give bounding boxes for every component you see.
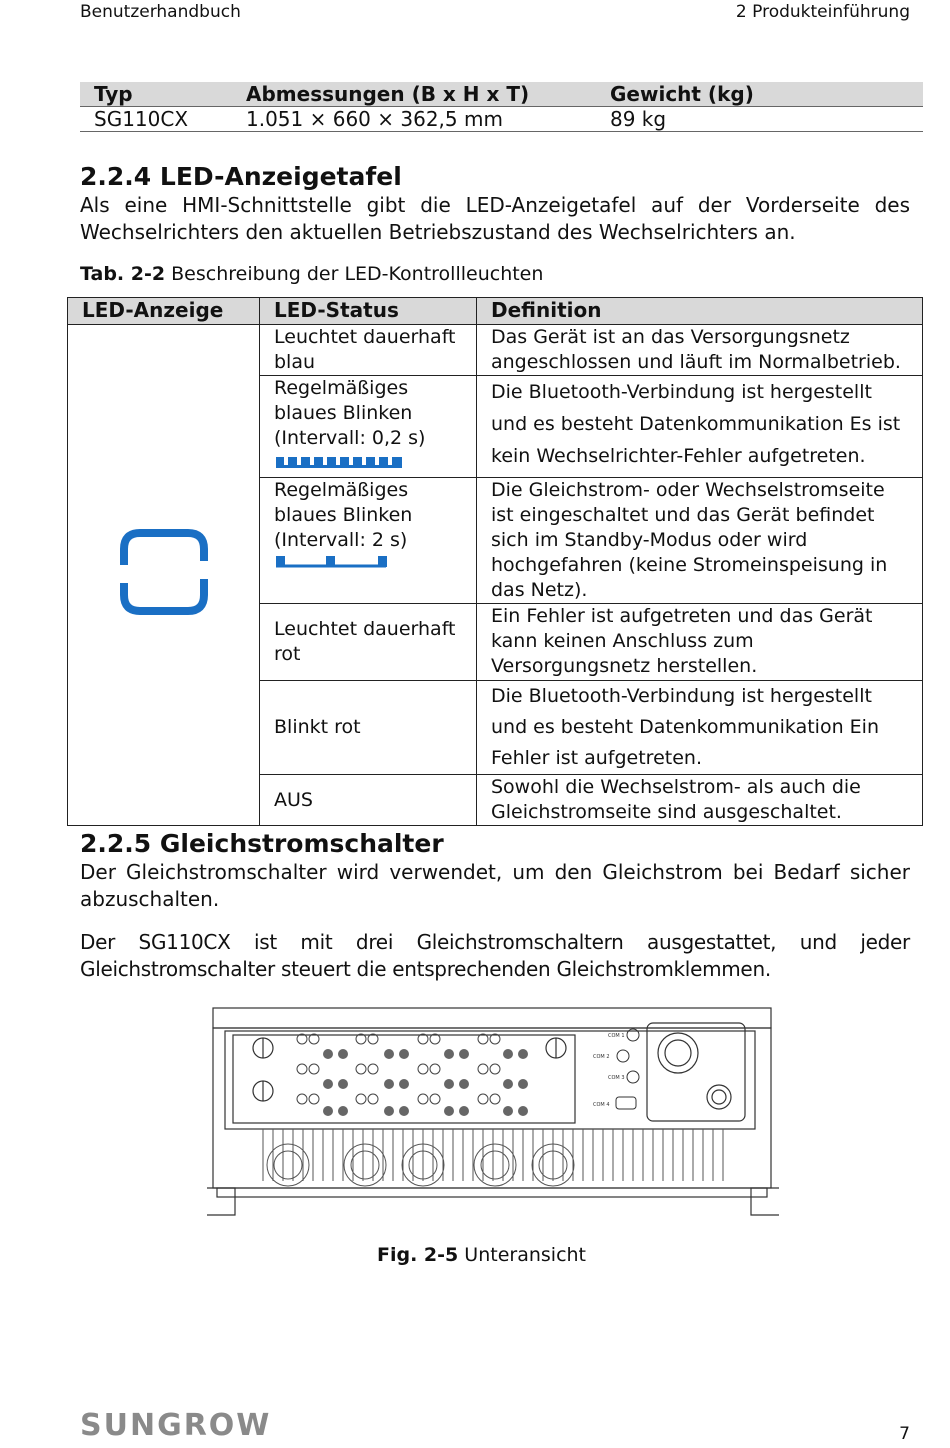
spec-header-dimensions: Abmessungen (B x H x T): [246, 82, 530, 106]
fast-blink-pattern-icon: [274, 453, 404, 469]
figure-caption-text: Unteransicht: [458, 1244, 587, 1266]
spec-header-weight: Gewicht (kg): [610, 82, 754, 106]
section-dc-text-1: Der Gleichstromschalter wird verwendet, um den Gleichstrom bei Bedarf sicher abzuschalten.: [80, 860, 910, 911]
led-definition-5: Sowohl die Wechselstrom- als auch die Gleichstromseite sind ausgeschaltet.: [477, 775, 923, 826]
led-status-4: Blinkt rot: [260, 681, 477, 775]
spec-table: [80, 82, 923, 132]
figure-caption-label: Fig. 2-5: [377, 1244, 459, 1266]
com4-label: COM 4: [593, 1102, 610, 1108]
table-caption: [80, 263, 543, 285]
led-header-status: LED-Status: [260, 298, 477, 325]
table-caption-text: Beschreibung der LED-Kontrollleuchten: [165, 263, 544, 285]
spec-cell-dimensions: 1.051 × 660 × 362,5 mm: [246, 107, 503, 131]
com3-label: COM 3: [608, 1075, 625, 1081]
page-number: 7: [899, 1424, 910, 1444]
led-status-1: Regelmäßiges blaues Blinken (Intervall: 0,2 s): [274, 377, 426, 449]
com2-label: COM 2: [593, 1054, 610, 1060]
led-status-cell-2: [260, 478, 477, 604]
com1-label: COM 1: [608, 1033, 625, 1039]
led-table-header: [68, 298, 923, 325]
spec-header-type: Typ: [94, 82, 133, 106]
led-status-5: AUS: [260, 775, 477, 826]
spec-table-row: [80, 107, 923, 132]
led-status-cell-1: [260, 376, 477, 478]
slow-blink-pattern-icon: [274, 553, 390, 569]
led-table: [67, 297, 923, 826]
table-row: [68, 325, 923, 376]
led-indicator-icon: [116, 525, 212, 619]
figure-caption: [377, 1244, 586, 1266]
section-led-text: Als eine HMI-Schnittstelle gibt die LED-Anzeigetafel auf der Vorderseite des Wechselrichters den aktuellen Betriebszustand des Wechselrichters an.: [80, 193, 910, 244]
spec-cell-weight: 89 kg: [610, 107, 667, 131]
led-header-definition: Definition: [477, 298, 923, 325]
inverter-bottom-view-figure: [203, 1005, 783, 1220]
sungrow-logo: SUNGROW: [80, 1408, 272, 1443]
led-icon-cell: [68, 325, 260, 826]
running-header-right: 2 Produkteinführung: [735, 2, 910, 22]
led-definition-1: Die Bluetooth-Verbindung ist hergestellt und es besteht Datenkommunikation Es ist kein Wechselrichter-Fehler aufgetreten.: [477, 376, 923, 478]
section-heading-dc-switch: 2.2.5 Gleichstromschalter: [80, 829, 444, 858]
section-dc-text-2: Der SG110CX ist mit drei Gleichstromschaltern ausgestattet, und jeder Gleichstromschalter steuert die entsprechenden Gleichstromklemmen.: [80, 930, 910, 981]
led-definition-4: Die Bluetooth-Verbindung ist hergestellt und es besteht Datenkommunikation Ein Fehler ist aufgetreten.: [477, 681, 923, 775]
led-definition-2: Die Gleichstrom- oder Wechselstromseite ist eingeschaltet und das Gerät befindet sich im Standby-Modus oder wird hochgefahren (keine Stromeinspeisung in das Netz).: [477, 478, 923, 604]
led-status-0: Leuchtet dauerhaft blau: [260, 325, 477, 376]
spec-cell-type: SG110CX: [94, 107, 189, 131]
led-definition-3: Ein Fehler ist aufgetreten und das Gerät kann keinen Anschluss zum Versorgungsnetz herstellen.: [477, 604, 923, 681]
table-caption-label: Tab. 2-2: [80, 263, 166, 285]
spec-table-header: [80, 82, 923, 107]
led-header-display: LED-Anzeige: [68, 298, 260, 325]
led-status-2: Regelmäßiges blaues Blinken (Intervall: 2 s): [274, 479, 413, 551]
led-definition-0: Das Gerät ist an das Versorgungsnetz angeschlossen und läuft im Normalbetrieb.: [477, 325, 923, 376]
section-heading-led: 2.2.4 LED-Anzeigetafel: [80, 162, 402, 191]
led-status-3: Leuchtet dauerhaft rot: [260, 604, 477, 681]
running-header-left: Benutzerhandbuch: [80, 2, 241, 22]
